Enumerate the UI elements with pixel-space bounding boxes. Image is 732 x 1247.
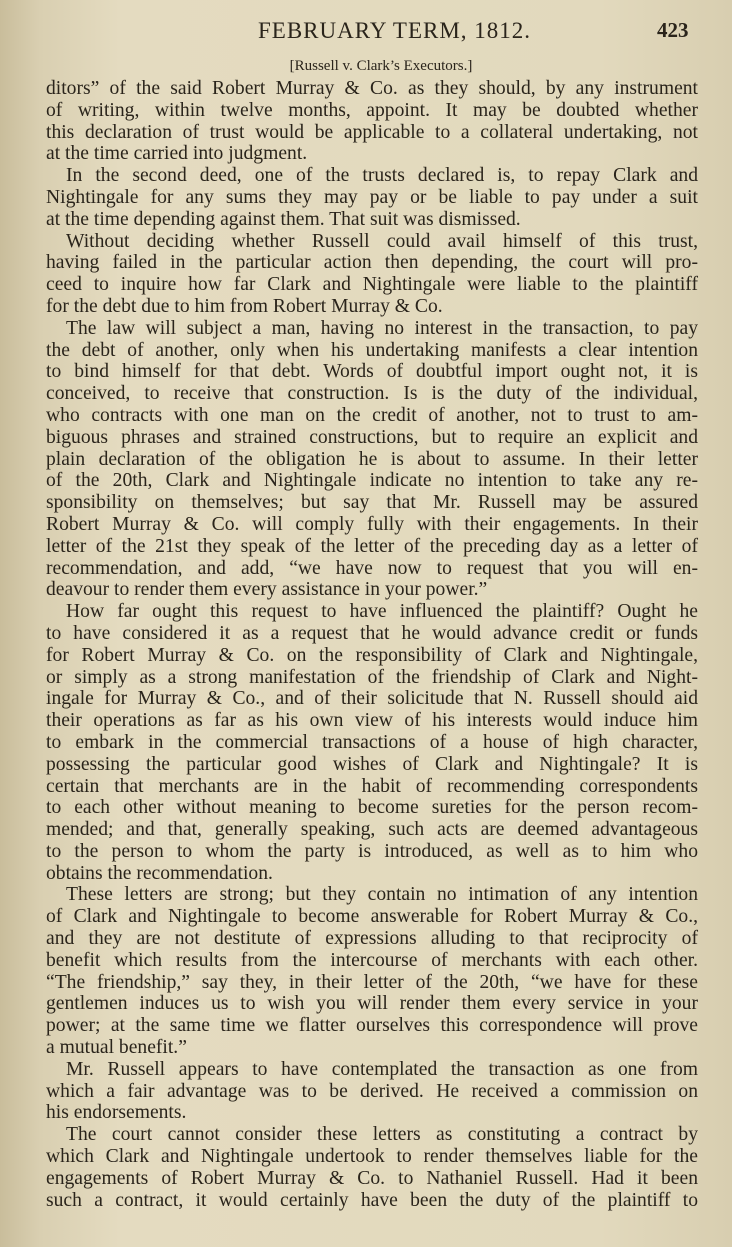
case-title: [Russell v. Clark’s Executors.] <box>289 58 473 74</box>
text-line: to embark in the commercial transactions of a house of high character, <box>46 731 698 753</box>
text-line: ceed to inquire how far Clark and Nightingale were liable to the plaintiff <box>46 274 698 296</box>
text-line: such a contract, it would certainly have been the duty of the plaintiff to <box>46 1189 698 1211</box>
text-line: and they are not destitute of expressions alluding to that reciprocity of <box>46 928 698 950</box>
text-line: at the time carried into judgment. <box>46 143 308 165</box>
text-line: having failed in the particular action then depending, the court will pro- <box>46 252 698 274</box>
body-text <box>46 78 698 1211</box>
text-line: biguous phrases and strained constructions, but to require an explicit and <box>46 426 698 448</box>
text-line: deavour to render them every assistance in your power.” <box>46 579 488 601</box>
text-line: of writing, within twelve months, appoint. It may be doubted whether <box>46 99 698 121</box>
text-line: The court cannot consider these letters as constituting a contract by <box>66 1124 698 1146</box>
page-number: 423 <box>657 18 689 42</box>
text-line: which a fair advantage was to be derived. He received a commission on <box>46 1080 698 1102</box>
text-line: the debt of another, only when his undertaking manifests a clear intention <box>46 339 698 361</box>
text-line: at the time depending against them. That suit was dismissed. <box>46 208 521 230</box>
text-line: mended; and that, generally speaking, such acts are deemed advantageous <box>46 819 698 841</box>
text-line: ditors” of the said Robert Murray & Co. as they should, by any instrument <box>46 78 698 99</box>
text-line: “The friendship,” say they, in their letter of the 20th, “we have for these <box>46 971 698 993</box>
text-line: recommendation, and add, “we have now to request that you will en- <box>46 557 698 579</box>
text-line: In the second deed, one of the trusts declared is, to repay Clark and <box>66 165 698 187</box>
text-line: to bind himself for that debt. Words of doubtful import ought not, it is <box>46 361 698 383</box>
text-line: a mutual benefit.” <box>46 1037 187 1059</box>
text-line: Without deciding whether Russell could avail himself of this trust, <box>66 230 698 252</box>
text-line: These letters are strong; but they contain no intimation of any intention <box>66 884 698 906</box>
text-line: who contracts with one man on the credit of another, not to trust to am- <box>46 404 698 426</box>
text-line: conceived, to receive that construction. Is is the duty of the individual, <box>46 383 698 405</box>
text-line: their operations as far as his own view of his interests would induce him <box>46 710 698 732</box>
text-line: How far ought this request to have influenced the plaintiff? Ought he <box>66 601 698 623</box>
text-line: gentlemen induces us to wish you will render them every service in your <box>46 993 698 1015</box>
text-line: engagements of Robert Murray & Co. to Nathaniel Russell. Had it been <box>46 1167 698 1189</box>
text-line: which Clark and Nightingale undertook to render themselves liable for the <box>46 1146 698 1168</box>
text-line: The law will subject a man, having no interest in the transaction, to pay <box>66 317 698 339</box>
text-line: for Robert Murray & Co. on the responsibility of Clark and Nightingale, <box>46 644 698 666</box>
text-line: his endorsements. <box>46 1102 187 1124</box>
text-line: certain that merchants are in the habit of recommending correspondents <box>46 775 698 797</box>
running-head <box>0 16 732 50</box>
text-line: Nightingale for any sums they may pay or be liable to pay under a suit <box>46 186 698 208</box>
text-line: Robert Murray & Co. will comply fully with their engagements. In their <box>46 513 698 535</box>
text-line: possessing the particular good wishes of Clark and Nightingale? It is <box>46 753 698 775</box>
text-line: or simply as a strong manifestation of the friendship of Clark and Night- <box>46 666 698 688</box>
text-line: to the person to whom the party is introduced, as well as to him who <box>46 840 698 862</box>
text-line: to have considered it as a request that he would advance credit or funds <box>46 622 698 644</box>
text-line: sponsibility on themselves; but say that Mr. Russell may be assured <box>46 492 698 514</box>
text-line: of the 20th, Clark and Nightingale indicate no intention to take any re- <box>46 470 698 492</box>
text-line: benefit which results from the intercourse of merchants with each other. <box>46 949 698 971</box>
text-line: power; at the same time we flatter ourselves this correspondence will prove <box>46 1015 698 1037</box>
running-head-title: FEBRUARY TERM, 1812. <box>258 18 532 43</box>
text-line: this declaration of trust would be applicable to a collateral undertaking, not <box>46 121 698 143</box>
text-line: to each other without meaning to become sureties for the person recom- <box>46 797 698 819</box>
text-line: for the debt due to him from Robert Murray & Co. <box>46 295 443 317</box>
text-line: obtains the recommendation. <box>46 862 273 884</box>
text-line: of Clark and Nightingale to become answerable for Robert Murray & Co., <box>46 906 698 928</box>
text-line: ingale for Murray & Co., and of their solicitude that N. Russell should aid <box>46 688 698 710</box>
text-line: plain declaration of the obligation he is about to assume. In their letter <box>46 448 698 470</box>
text-line: Mr. Russell appears to have contemplated the transaction as one from <box>66 1058 698 1080</box>
text-line: letter of the 21st they speak of the letter of the preceding day as a letter of <box>46 535 698 557</box>
